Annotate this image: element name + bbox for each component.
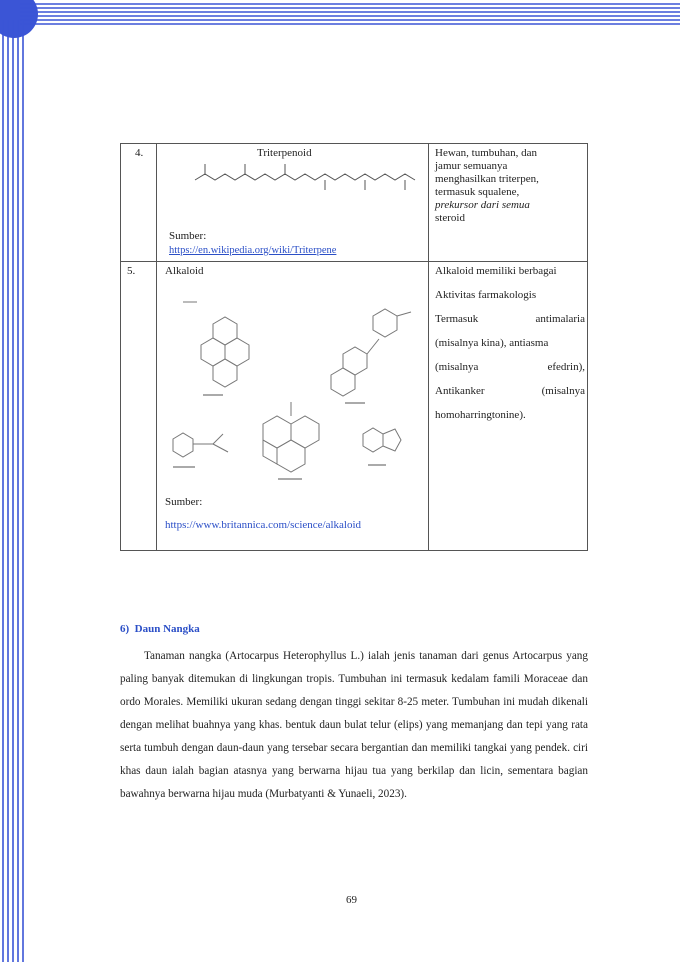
row-number: 5. [127,265,136,277]
description-line: (misalnya kina), antiasma [435,337,549,349]
triterpene-structure-image [191,156,421,194]
compound-table [120,143,588,551]
source-link[interactable]: https://en.wikipedia.org/wiki/Triterpene [169,245,337,256]
description-line: Hewan, tumbuhan, dan [435,147,538,159]
description-line: Alkaloid memiliki berbagai [435,265,557,277]
section-heading [120,623,200,635]
description-line: prekursor dari semua [435,199,530,211]
source-label: Sumber: [165,496,203,508]
compound-name: Alkaloid [165,265,204,277]
description-line: Aktivitas farmakologis [435,289,537,301]
table-divider [428,144,429,550]
page-number: 69 [346,894,357,906]
section-title-text: Daun Nangka [134,623,200,635]
paragraph-text: Tanaman nangka (Artocarpus Heterophyllus L.) ialah jenis tanaman dari genus Artocarpus yang paling banyak ditemukan di lingkungan tropis. Tumbuhan ini termasuk kedalam famili Moraceae dan ordo Morales. Memiliki ukuran sedang dengan tinggi sekitar 8-25 meter. Tumbuhan ini mudah dikenali dengan melihat buahnya yang khas. bentuk daun bulat telur (elips) yang memanjang dan tepi yang rata serta tumbuh dengan daun-daun yang tersebar secara bergantian dan memiliki tangkai yang pendek. ciri khas daun ialah bagian atasnya yang berwarna hijau tua yang berkilap dan licin, sementara bagian bawahnya berwarna hijau muda (Murbatyanti & Yunaeli, 2023). [120,650,588,800]
description-line: termasuk squalene, [435,186,520,198]
table-divider [156,144,157,550]
top-border-decoration [0,0,680,40]
description-line: (misalnya efedrin), [435,361,585,373]
source-link[interactable]: https://www.britannica.com/science/alkaloid [165,519,362,531]
description-line: jamur semuanya [435,160,508,172]
side-border-decoration [0,0,32,962]
source-label: Sumber: [169,230,207,242]
description-line: Antikanker (misalnya [435,385,585,397]
compound-name: Triterpenoid [257,147,312,159]
description-line: menghasilkan triterpen, [435,173,539,185]
description-line: steroid [435,212,465,224]
body-paragraph [120,645,588,806]
table-divider [121,261,587,262]
alkaloid-structures-image [163,284,421,484]
row-number: 4. [135,147,144,159]
description-line: Termasuk antimalaria [435,313,585,325]
description-line: homoharringtonine). [435,409,526,421]
section-number: 6) [120,623,130,635]
